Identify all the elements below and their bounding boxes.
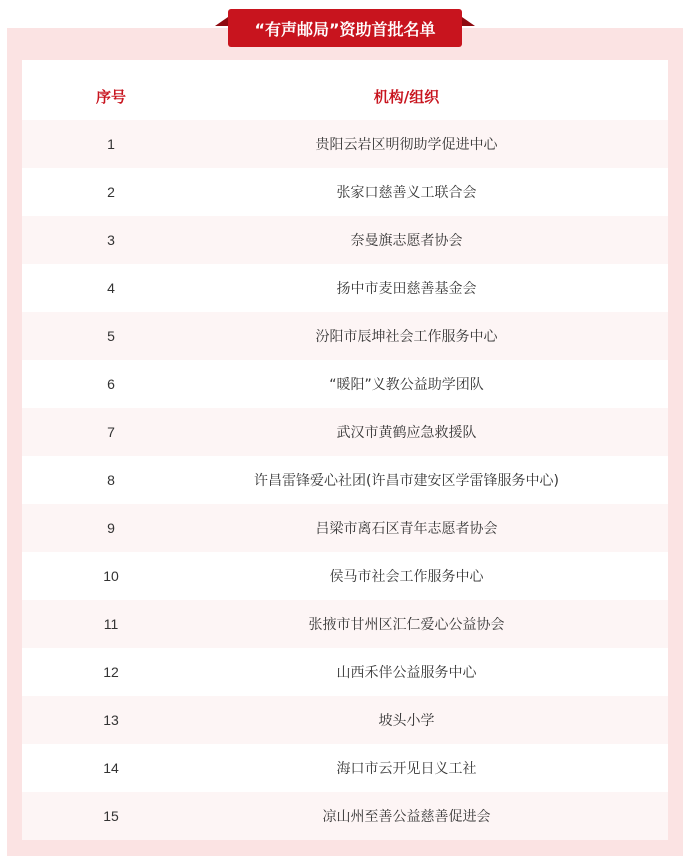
table-row [22,600,668,648]
row-organization: 扬中市麦田慈善基金会 [336,281,477,297]
row-number: 13 [103,712,119,728]
row-number: 14 [103,760,119,776]
table-row [22,696,668,744]
row-organization: 奈曼旗志愿者协会 [350,233,463,249]
row-organization: 山西禾伴公益服务中心 [336,665,477,681]
row-organization: 坡头小学 [378,713,435,729]
header-number: 序号 [95,87,126,106]
row-organization: 侯马市社会工作服务中心 [329,569,484,585]
table-row [22,408,668,456]
row-number: 1 [107,136,115,152]
row-organization: 吕梁市离石区青年志愿者协会 [315,521,498,537]
row-organization: 凉山州至善公益慈善促进会 [322,809,491,825]
header-organization: 机构/组织 [373,87,440,106]
recipient-table [22,60,668,840]
table-row [22,168,668,216]
row-organization: 贵阳云岩区明彻助学促进中心 [315,137,498,153]
row-number: 5 [107,328,115,344]
row-number: 3 [107,232,115,248]
table-body [22,120,668,840]
title-banner [215,9,475,49]
table-row [22,264,668,312]
row-number: 11 [103,616,119,632]
table-row [22,216,668,264]
row-organization: 张家口慈善义工联合会 [336,185,477,201]
row-number: 2 [107,184,115,200]
table-row [22,120,668,168]
row-organization: “暖阳”义教公益助学团队 [329,377,484,393]
table-row [22,648,668,696]
row-number: 8 [107,472,115,488]
table-row [22,552,668,600]
row-number: 6 [107,376,115,392]
row-number: 9 [107,520,115,536]
table-row [22,504,668,552]
row-number: 7 [107,424,115,440]
table-row [22,360,668,408]
table-row [22,744,668,792]
row-organization: 海口市云开见日义工社 [336,761,477,777]
row-number: 4 [107,280,115,296]
row-number: 12 [103,664,119,680]
table-row [22,456,668,504]
row-number: 15 [103,808,119,824]
row-organization: 武汉市黄鹤应急救援队 [336,425,477,441]
row-organization: 汾阳市辰坤社会工作服务中心 [315,329,498,345]
row-number: 10 [103,568,119,584]
table-row [22,792,668,840]
row-organization: 许昌雷锋爱心社团(许昌市建安区学雷锋服务中心) [254,473,559,489]
table-row [22,312,668,360]
page-title: “有声邮局”资助首批名单 [228,9,462,47]
row-organization: 张掖市甘州区汇仁爱心公益协会 [308,617,505,633]
banner-right-tab [462,17,475,26]
banner-left-tab [215,17,228,26]
